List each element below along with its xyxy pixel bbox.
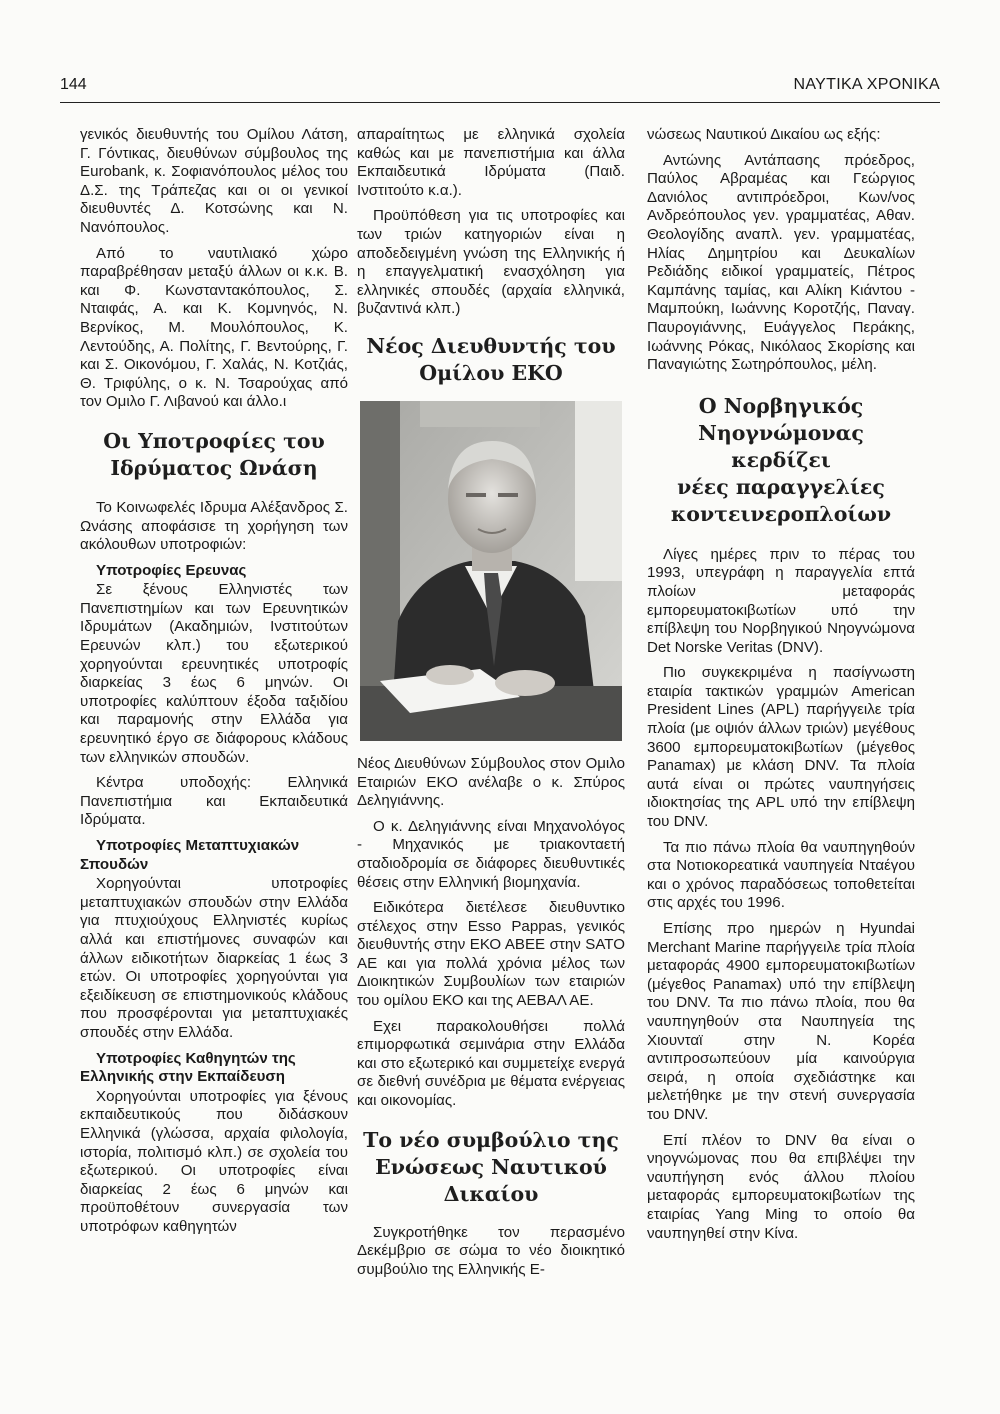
paragraph: Χορηγούνται υποτροφίες για ξένους εκπαιδευτικούς που διδάσκουν Ελληνικά (γλώσσα, αρχαία φιλολογία, ιστορία, πολιτισμό κλπ.) σε σχολεία του εξωτερικού. Οι υποτροφίες είναι διαρκείας 2 έως 6 μηνών και προϋποθέτουν συνεργασία των υποτρόφων καθηγητών: [80, 1087, 348, 1235]
heading-line: Νηογνώμονας κερδίζει: [698, 420, 864, 472]
paragraph: Πιο συγκεκριμένα η πασίγνωστη εταιρία τακτικών γραμμών American President Lines (APL) παρήγγειλε τρία πλοία (με οψιόν άλλων τριών) μεγέθους 3600 εμπορευματοκιβωτίων (μέγεθος Panamax) με κλάση DNV. Τα πλοία αυτά είναι οι πρώτες ναυπηγήσεις ιδιοκτησίας της APL υπό την επίβλεψη του DNV.: [647, 664, 915, 831]
paragraph: Επί πλέον το DNV θα είναι ο νηογνώμονας που θα επιβλέψει την ναυπήγηση ενός άλλου πλοίου μεταφοράς εμπορευματοκιβωτίων της εταιρίας Yang Ming το οποίο θα ναυπηγηθεί στην Κίνα.: [647, 1131, 915, 1242]
photo-caption: Νέος Διευθύνων Σύμβουλος στον Ομιλο Εταιριών ΕΚΟ ανέλαβε ο κ. Σπύρος Δεληγιάννης.: [357, 754, 625, 810]
heading-line: Το νέο συμβούλιο της: [363, 1127, 619, 1152]
column-3: [647, 126, 915, 1250]
heading-line: Ο Νορβηγικός: [698, 393, 864, 418]
paragraph: Το Κοινωφελές Ιδρυμα Αλέξανδρος Σ. Ωνάσης αποφάσισε τη χορήγηση των ακόλουθων υποτροφιών:: [80, 498, 348, 554]
article-heading-dnv: [647, 393, 915, 528]
subheading: Υποτροφίες Μεταπτυχιακών Σπουδών: [80, 837, 300, 873]
journal-title: ΝΑΥΤΙΚΑ ΧΡΟΝΙΚΑ: [793, 76, 940, 93]
paragraph: Ο κ. Δεληγιάννης είναι Μηχανολόγος - Μηχανικός με τριακονταετή σταδιοδρομία σε διάφορες διευθυντικές θέσεις στην Ελληνική βιομηχανία.: [357, 817, 625, 891]
paragraph: νώσεως Ναυτικού Δικαίου ως εξής:: [647, 126, 881, 143]
page-header: [60, 72, 940, 103]
article-heading-onassis: [80, 428, 348, 482]
paragraph: Από το ναυτιλιακό χώρο παραβρέθησαν μεταξύ άλλων οι κ.κ. Β. και Φ. Κωνσταντακόπουλος, Σ. Νταιφάς, Α. και Κ. Κομνηνός, Ν. Βερνίκος, Μ. Μουλόπουλος, Κ. Λεντούδης, Α. Πολίτης, Γ. Βεντούρης, Γ. και Σ. Οικονόμου, Γ. Χαλάς, Ν. Κοτζιάς, Θ. Τριφύλης, ο κ. Ν. Τσαρούχας από τον Ομιλο Γ. Λιβανού και άλλο.ι: [80, 244, 348, 411]
paragraph: Αντώνης Αντάπασης πρόεδρος, Παύλος Αβραμέας και Γεώργιος Δανιόλος αντιπρόεδροι, Κων/νος Ανδρεόπουλος γεν. γραμματέας, Αθαν. Θεολογίδης αναπλ. γεν. γραμματέας, Ηλίας Δημητρίου και Δευκαλίων Ρεδιάδης ειδικοί γραμματείς, Πέτρος Καμπάνης ταμίας, και Αλίκη Κιάντου - Μαμπούκη, Ιωάννης Κοροτζής, Παναγ. Παυρογιάννης, Ευάγγελος Περάκης, Ιωάννης Ρόκας, Νικόλαος Σκορίσης και Παναγιώτης Σωτηρόπουλος, μέλη.: [647, 151, 915, 374]
heading-line: νέες παραγγελίες: [677, 474, 885, 499]
heading-line: Ενώσεως Ναυτικού: [375, 1154, 607, 1179]
paragraph: Προϋπόθεση για τις υποτροφίες και των τριών κατηγοριών είναι η αποδεδειγμένη γνώση της Ελληνικής ή η επαγγελματική ενασχόληση για ελληνικές σπουδές (αρχαία ελληνικά, βυζαντινά κλπ.): [357, 207, 625, 318]
column-2: [357, 126, 625, 1286]
paragraph: Συγκροτήθηκε τον περασμένο Δεκέμβριο σε σώμα το νέο διοικητικό συμβούλιο της Ελληνικής Ε-: [357, 1223, 625, 1278]
paragraph: Σε ξένους Ελληνιστές των Πανεπιστημίων και των Ερευνητικών Ιδρυμάτων (Ακαδημιών, Ινστιτούτων Ερευνών κλπ.) του εξωτερικού χορηγούνται ερευνητικές υποτροφίς διαρκείας 3 έως 6 μηνών. Οι υποτροφίες καλύπτουν έξοδα ταξιδίου και παραμονής στην Ελλάδα για ερευνητικό έργο σε διάφορους κλάδους των ελληνικών σπουδών.: [80, 581, 348, 766]
paragraph: Λίγες ημέρες πριν το πέρας του 1993, υπεγράφη η παραγγελία επτά πλοίων μεταφοράς εμπορευματοκιβωτίων υπό την επίβλεψη του Νορβηγικού Νηογνώμονα Det Norske Veritas (DNV).: [647, 545, 915, 656]
paragraph: Εχει παρακολουθήσει πολλά επιμορφωτικά σεμινάρια στην Ελλάδα και στο εξωτερικό και συμμετείχε ενεργά σε διεθνή συνέδρια με θέματα ενέργειας και οικονομίας.: [357, 1017, 625, 1110]
paragraph: Κέντρα υποδοχής: Ελληνικά Πανεπιστήμια και Εκπαιδευτικά Ιδρύματα.: [80, 774, 348, 829]
subheading: Υποτροφίες Ερευνας: [96, 561, 247, 579]
heading-line: Οι Υποτροφίες του: [103, 428, 325, 453]
article-heading-maritime-law: [357, 1127, 625, 1208]
article-heading-eko: [357, 333, 625, 387]
paragraph: απαραίτητως με ελληνικά σχολεία καθώς και με πανεπιστήμια και άλλα Εκπαιδευτικά Ιδρύματα (Παιδ. Ινστιτούτο κ.α.).: [357, 126, 625, 199]
paragraph: Επίσης προ ημερών η Hyundai Merchant Marine παρήγγειλε τρία πλοία μεταφοράς 4900 εμπορευματοκιβωτίων (μέγεθος Panamax) υπό την επίβλεψη του DNV. Τα πιο πάνω πλοία, που θα ναυπηγηθούν στα Ναυπηγεία της Χιουνταϊ στην Ν. Κορέα αντιπροσωπεύουν μία καινούργια σειρά, η οποία σχεδιάστηκε και μελετήθηκε με την στενή συνεργασία του DNV.: [647, 920, 915, 1123]
paragraph: Χορηγούνται υποτροφίες μεταπτυχιακών σπουδών στην Ελλάδα για πτυχιούχους Ελληνιστές κυρίως αλλά και επιστήμονες συναφών και άλλων ειδικοτήτων διαρκείας 1 έως 3 ετών. Οι υποτροφίες χορηγούνται για εξειδίκευση σε επιστημονικούς κλάδους που προσφέρονται για μεταπτυχιακές σπουδές στην Ελλάδα.: [80, 875, 348, 1041]
portrait-photo: [360, 401, 622, 741]
heading-line: κοντεινεροπλοίων: [670, 501, 892, 526]
subheading: Υποτροφίες Καθηγητών της Ελληνικής στην Εκπαίδευση: [80, 1049, 296, 1086]
heading-line: Ιδρύματος Ωνάση: [110, 455, 318, 480]
paragraph: Ειδικότερα διετέλεσε διευθυντικο στέλεχος στην Esso Pappas, γενικός διευθυντής στην ΕΚΟ ΑΒΕΕ στην SATO AE και για πολλά χρόνια μέλος των Διοικητικών Συμβουλίων των εταιριών του ομίλου ΕΚΟ και της ΑΕΒΑΛ ΑΕ.: [357, 899, 625, 1010]
heading-line: Ομίλου ΕΚΟ: [419, 360, 563, 385]
page-number: 144: [60, 76, 87, 93]
heading-line: Δικαίου: [443, 1181, 539, 1206]
portrait-image: [360, 401, 622, 741]
paragraph: Τα πιο πάνω πλοία θα ναυπηγηθούν στα Νοτιοκορεατικά ναυπηγεία Νταέγου και ο χρόνος παραδόσεως τοποθετείται στις αρχές του 1996.: [647, 838, 915, 912]
paragraph: γενικός διευθυντής του Ομίλου Λάτση, Γ. Γόντικας, διευθύνων σύμβουλος της Eurobank, κ. Σοφιανόπουλος μέλος του Δ.Σ. της Τράπεζας και οι οι γενικοί διευθυντές Δ. Κοτσώνης και Ν. Νανόπουλος.: [80, 126, 348, 236]
column-1: [80, 126, 348, 1243]
heading-line: Νέος Διευθυντής του: [366, 333, 616, 358]
